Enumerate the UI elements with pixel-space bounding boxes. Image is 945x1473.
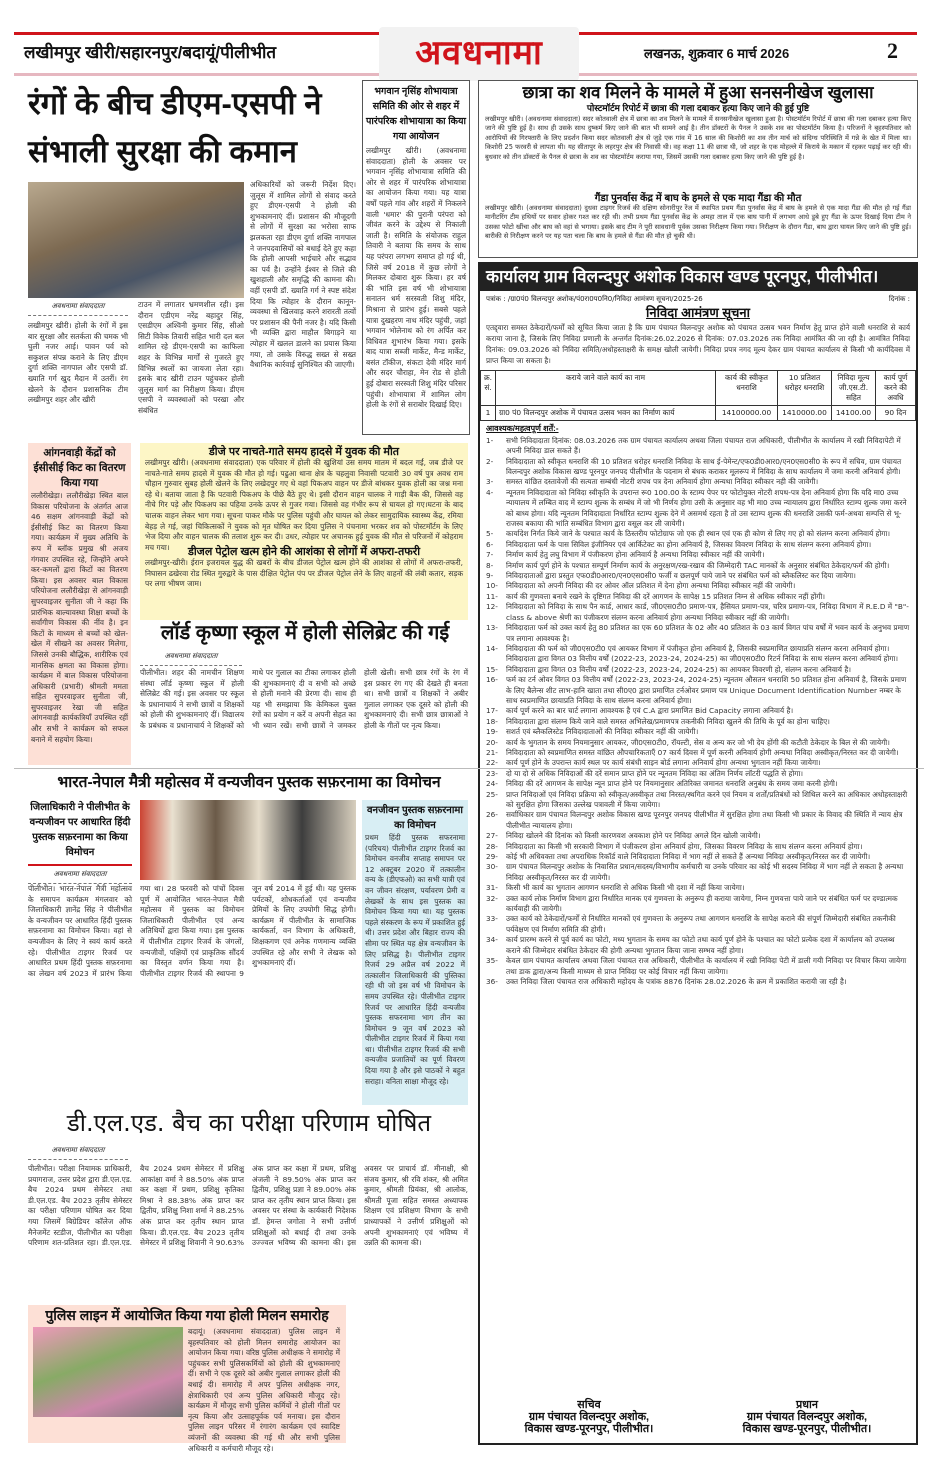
condition-item: 27- निविदा खोलने की दिनांक को किसी कारणवश अवकाश होने पर निविदा अगले दिन खोली जायेगी।: [486, 831, 761, 841]
condition-item: 33- उक्त कार्य को ठेकेदारों/फर्मों से निर्धारित मानकों एवं गुणवत्ता के अनुरूप तथा आगणन धनराशि के सापेक्ष कराने की संपूर्ण जिम्मेदारी संबंधित तकनीकी पर्यवेक्षण एवं निर्माण समिति की होगी।: [486, 914, 896, 934]
condition-item: 5- कार्यादेश निर्गत किये जाने के पश्चात कार्य के ठिस्तरीय फोटोग्राफ जो एक ही स्थान एवं एक ही कोण से लिए गए हो को संलग्न करना अनिवार्य होगा।: [486, 529, 891, 539]
condition-item: 32- उक्त कार्य लोक निर्माण विभाग द्वारा निर्धारित मानक एवं गुणवत्ता के अनुरूप ही कराया जायेगा, निम्न गुणवत्ता पाये जाने पर संबंधित फर्म पर दण्डात्मक कार्यवाही की जायेगी।: [486, 893, 898, 914]
condition-item: 29- कोई भी अधिवक्ता तथा अपराधिक रिकॉर्ड वाले निविदादाता निविदा में भाग नहीं ले सकते हैं अन्यथा निविदा अस्वीकृत/निरस्त कर दी जायेगी।: [486, 852, 871, 862]
condition-item: 6- निविदादाता फर्म के पास सिविल इंजीनियर एवं आर्किटेक्ट का होना अनिवार्य है, जिसका विवरण निविदा के साथ संलग्न करना अनिवार्य होगा।: [486, 539, 872, 549]
nepal-box-headline: वनजीवन पुस्तक सफ़रनामा का विमोचन: [366, 805, 463, 831]
condition-item: 19- सशर्त एवं ब्लैकलिस्टेड निविदादाताओं की निविदा स्वीकार नहीं की जायेगी।: [486, 727, 699, 737]
police-photo: [33, 1327, 183, 1417]
side-body: लखीमपुर खीरी। (अवधनामा संवाददाता) होली के अवसर पर भगवान नृसिंह शोभायात्रा समिति की ओर से शहर में पारंपरिक शोभायात्रा का आयोजन किया गया। यह यात्रा वर्षों पहले गांव और शहरों में निकलने वाली 'धमार' की पुरानी परंपरा को जीवंत करने के उद्देश्य से निकाली जाती है। समिति के संयोजक राहुल तिवारी ने बताया कि समय के साथ यह परंपरा लगभग समाप्त हो गई थी, जिसे वर्ष 2018 में कुछ लोगों ने मिलकर दोबारा शुरू किया। हर वर्ष की भांति इस वर्ष भी शोभायात्रा सनातन धर्म सरस्वती शिशु मंदिर, मिश्राना से प्रारंभ हुई। सबसे पहले यात्रा दुखहरण नाथ मंदिर पहुंची, जहां भगवान भोलेनाथ को रंग अर्पित कर विधिवत शुभारंभ किया गया। इसके बाद यात्रा सब्जी मार्केट, मैन्ड मार्केट, बसंत टॉकीज, संकटा देवी मंदिर मार्ग और सदर चौराहा, मेन रोड से होती हुई दोबारा सरस्वती शिशु मंदिर परिसर पहुंची। शोभायात्रा में शामिल लोग होली के रंगों से सराबोर दिखाई दिए।: [366, 146, 466, 410]
nepal-photo: [140, 800, 356, 880]
table-row: 1 ग्रा0 पं0 विलन्दपुर अशोक में पंचायत उत्सव भवन का निर्माण कार्य 14100000.00 1410000.00 14100.00 90 दिन: [481, 405, 916, 420]
anganwadi-box: [28, 443, 131, 765]
condition-item: 4- न्यूनतम निविदादाता को निविदा स्वीकृति के उपरान्त रू0 100.00 के स्टाम्प पेपर पर फोटोयुक्त नोटरी शपथ-पत्र देना अनिवार्य होगा कि यदि मा0 उच्च न्यायालय में लम्बित वाद में स्टाम्प शुल्क के सम्बंध में जो भी निर्णय होगा उसी के अनुसार वह भी मा0 उच्च न्यायालय द्वारा निर्धारित स्टाम्प शुल्क जमा करने को बाध्य होगा। यदि न्यूनतम निविदादाता निर्धारित स्टाम्प शुल्क देने में असमर्थ रहता है तो उस स्टाम्प शुल्क की धनराशि उसकी फर्म-अथवा सम्पत्ति से भू-राजस्व बकाया की भांति सम्बंधित विभाग द्वारा वसूल कर ली जायेगी।: [486, 487, 907, 529]
deled-body: पीलीभीत। परीक्षा नियामक प्राधिकारी, प्रयागराज, उत्तर प्रदेश द्वारा डी.एल.एड. बैच 2024 प्रथम सेमेस्टर तथा डी.एल.एड. बैच 2023 तृतीय सेमेस्टर का परीक्षा परिणाम घोषित कर दिया गया जिसमें बिग्रेडियर कॉलेज ऑफ मैनेजमेंट स्टडीज, पीलीभीत का परीक्षा परिणाम शत-प्रतिशत रहा। डी.एल.एड. बैच 2024 प्रथम सेमेस्टर में प्रशिक्षु आकांक्षा वर्मा ने 88.50% अंक प्राप्त कर कक्षा में प्रथम, प्रशिक्षु कृतिका मिश्रा ने 88.38% अंक प्राप्त कर द्वितीय, प्रशिक्षु निशा शर्मा ने 88.25% अंक प्राप्त कर तृतीय स्थान प्राप्त किया। डी.एल.एड. बैच 2023 तृतीय सेमेस्टर में प्रशिक्षु शिवानी ने 90.63% अंक प्राप्त कर कक्षा में प्रथम, प्रशिक्षु अंजली ने 89.50% अंक प्राप्त कर द्वितीय, प्रशिक्षु प्रज्ञा ने 89.00% अंक प्राप्त कर तृतीय स्थान प्राप्त किया। इस अवसर पर संस्था के कार्यकारी निदेशक डॉ. हेमन्त जगोता ने सभी उत्तीर्ण प्रशिक्षुओं को बधाई दी तथा उनके उज्ज्वल भविष्य की कामना की। इस अवसर पर प्राचार्य डॉ. मीनाक्षी, श्री संजय कुमार, श्री रवि शंकर, श्री अमित कुमार, श्रीमती प्रियंका, श्री आलोक, श्रीमती पूजा सहित समस्त अध्यापक शिक्षण एवं प्रशिक्षण विभाग के सभी प्राध्यापकों ने उत्तीर्ण प्रशिक्षुओं को अपनी शुभकामनाएं एवं भविष्य में उन्नति की कामना की।: [28, 1164, 468, 1248]
tender-table: [480, 370, 916, 421]
condition-item: 9- निविदादाताओं द्वारा प्रस्तुत एफ0डी0आर0/एन0एस0सी0 फर्जी व छलपूर्ण पाये जाने पर संबंधित फर्म को ब्लैकलिस्ट कर दिया जायेगा।: [486, 571, 856, 581]
tender-title: निविदा आमंत्रण सूचना: [646, 304, 750, 320]
diesel-body: लखीमपुर-खीरी। ईरान इजरायल युद्ध की खबरों के बीच डीजल पेट्रोल खत्म होने की आशंका से लोगों में अफरा-तफरी, निघासन ढखेरवा रोड स्थित गुरुद्वारे के पास दीक्षित पेट्रोल पंप पर डीजल पेट्रोल लेने के लिए वाहनों की लंबी कतार, सड़क पर लगा भीषण जाम।: [145, 558, 463, 589]
condition-item: 15- निविदादाता द्वारा विगत 03 वित्तीय वर्षों (2022-23, 2023-24, 2024-25) का आयकर विवरणी हो, संलग्न करना अनिवार्य है।: [486, 664, 851, 674]
condition-item: 8- निर्माण कार्य पूर्ण होने के पश्चात सम्पूर्ण निर्माण कार्य के अनुरक्षण/रख-रखाव की जिम्मेदारी TAC मानकों के अनुसार संबंधित ठेकेदार/फर्म की होगी।: [486, 560, 890, 570]
tender-notice: [478, 262, 918, 1445]
condition-item: 31- किसी भी कार्य का भुगतान आगणन धनराशि से अधिक किसी भी दशा में नहीं किया जायेगा।: [486, 883, 745, 893]
tender-office: कार्यालय ग्राम विलन्दपुर अशोक विकास खण्ड पूरनपुर, पीलीभीत।: [480, 264, 916, 291]
condition-item: 24- निविदा की दरें आगणन के सापेक्ष न्यून प्राप्त होने पर नियमानुसार अतिरिक्त जमानत धनराशि अनुबंध के समय जमा करनी होगी।: [486, 779, 838, 789]
condition-item: 36- उक्त निविदा जिला पंचायत राज अधिकारी महोदय के पत्रांक 8876 दिनांक 28.02.2026 के क्रम में प्रकाशित करायी जा रही है।: [486, 976, 847, 986]
col-header: 10 प्रतिशत धरोहर धनराशि: [778, 370, 832, 405]
tender-intro: एतद्द्वारा समस्त ठेकेदारों/फर्मों को सूचित किया जाता है कि ग्राम पंचायत विलन्दपुर अशोक को पंचायत उत्सव भवन निर्माण हेतु प्राप्त होने वाली धनराशि से कार्य कराया जाना है, जिसके लिए निविदा प्रणाली के अन्तर्गत दिनांक:26.02.2026 से दिनांक: 07.03.2026 तक निविदा आमंत्रित की जा रही है। आमंत्रित निविदा दिनांक: 09.03.2026 को निविदा समिति/अधोहस्ताक्षरी के समक्ष खोली जायेगी। निविदा प्रपत्र नगद मूल्य देकर ग्राम पंचायत कार्यालय से किसी भी कार्यदिवस में प्राप्त किया जा सकता है।: [486, 322, 910, 365]
anganwadi-body: ललौरीखेड़ा। ललौरीखेड़ा स्थित बाल विकास परियोजना के अंतर्गत आज 46 सक्षम आंगनवाड़ी केंद्रों को ईसीसीई किट का वितरण किया गया। कार्यक्रम में मुख्य अतिथि के रूप में ब्लॉक प्रमुख श्री अजय गंगवार उपस्थित रहे, जिन्होंने अपने कर-कमलों द्वारा किटों का वितरण किया। इस अवसर बाल विकास परियोजना ललौरीखेड़ा से आंगनवाड़ी सुपरवाइजर सुनीता जी ने कहा कि प्रारंभिक बाल्यावस्था शिक्षा बच्चों के सर्वांगीण विकास की नींव है। इन किटों के माध्यम से बच्चों को खेल-खेल में सीखने का अवसर मिलेगा, जिससे उनकी बौद्धिक, शारीरिक एवं मानसिक क्षमता का विकास होगा। कार्यक्रम में बाल विकास परियोजना अधिकारी (प्रभारी) श्रीमती ममता सहित सुपरवाइजर सुनीता जी, सुपरवाइजर रेखा जी सहित आंगनवाड़ी कार्यकत्रियाँ उपस्थित रहीं और सभी ने कार्यक्रम को सफल बनाने में सहयोग किया।: [31, 491, 128, 744]
tender-ref: पत्रांक : /ग्रा0पं0 विलन्दपुर अशोक/पं0रा0प0नि0/निविदा आमंत्रण सूचना/2025-26: [486, 294, 703, 303]
col-header: निविदा मूल्य जी.एस.टी. सहित: [832, 370, 876, 405]
condition-item: 17- कार्य पूर्ण करने का बार चार्ट लगाना आवश्यक है एवं C.A द्वारा प्रमाणित Bid Capacity लगाना अनिवार्य है।: [486, 706, 794, 716]
condition-item: 16- फर्म का टर्न ओवर विगत 03 वित्तीय वर्षों (2022-23, 2023-24, 2024-25) न्यूनतम औसतन धनराशि 50 प्रतिशत होना अनिवार्य है, जिसके प्रमाण के लिए बैलेन्स शीट लाभ-हानि खाता तथा सी0ए0 द्वारा प्रमाणित टर्नओवर प्रमाण पत्र Unique Document Identification Number नम्बर के साथ स्वप्रमाणित छायाप्रति निविदा के साथ संलग्न करना अनिवार्य होगा।: [486, 675, 907, 705]
police-headline: पुलिस लाइन में आयोजित किया गया होली मिलन समारोह: [45, 1307, 329, 1323]
lead-photo: [28, 182, 244, 298]
conditions-title: आवश्यक/महत्वपूर्ण शर्तें:-: [486, 423, 559, 433]
student-body: लखीमपुर खीरी। (अवधनामा संवाददाता) सदर कोतवाली क्षेत्र में छात्रा का शव मिलने के मामले में सनसनीखेज खुलासा हुआ है। पोस्टमॉर्टम रिपोर्ट में छात्रा की गला दबाकर हत्या किए जाने की पुष्टि हुई है। साथ ही उसके साथ दुष्कर्म किए जाने की बात भी सामने आई है। तीन डॉक्टरों के पैनल ने उसके शव का पोस्टमॉर्टम किया है। परिजनों ने बृहस्पतिवार को आरोपियों की गिरफ्तारी के लिए प्रदर्शन किया सदर कोतवाली क्षेत्र से जुड़े एक गांव में 16 साल की किशोरी का शव तीन मार्च को संदिग्ध परिस्थिति में गन्ने के खेत में मिला था। किशोरी 25 फरवरी से लापता थी। यह सीतापुर के लहरपुर क्षेत्र की निवासी थी। वह कक्षा 11 की छात्रा थी, जो शहर के एक मोहल्ले में किराये के मकान में रहकर पढ़ाई कर रही थी। बुधवार को तीन डॉक्टरों के पैनल से छात्रा के शव का पोस्टमॉर्टम कराया गया, जिसमें उसकी गला दबाकर हत्या किए जाने की पुष्टि हुई है।: [485, 114, 911, 161]
anganwadi-headline: आंगनवाड़ी केंद्रों को ईसीसीई किट का वितरण किया गया: [33, 447, 126, 489]
nepal-subhead: जिलाधिकारी ने पीलीभीत के वन्यजीवन पर आधारित हिंदी पुस्तक सफ़रनामा का किया विमोचन: [28, 800, 132, 866]
student-subhead: पोस्टमॉर्टम रिपोर्ट में छात्रा की गला दबाकर हत्या किए जाने की हुई पुष्टि: [586, 102, 810, 113]
rhino-body: लखीमपुर खीरी। (अवधनामा संवाददाता) दुधवा टाइगर रिजर्व की दक्षिण सोनारीपुर रेंज में स्थापित प्रथम गैंडा पुनर्वास केंद्र में बाघ के हमले से एक मादा गैंडा की मौत हो गई गैंडा मानीटरिंग टीम हथियों पर सवार होकर गश्त कर रही थी। तभी प्रथम गैंडा पुनर्वास केंद्र के अमहा ताल में एक बाघ पानी में लगभग आधे डूबे हुए गैंडा के ऊपर दिखाई दिया टीम ने उसका फोटो खींचा और बाघ को वहां से भगाया। इसके बाद टीम ने पूरी सावधानी पूर्वक उसका निरीक्षण किया गया। निरीक्षण के दौरान गैंडा, बाघ द्वारा घायल किए जाने की पुष्टि हुई। बारीकी से निरीक्षण करने पर यह पता चला कि बाघ के हमले से गैंडा की मौत हो चुकी थी।: [485, 203, 911, 241]
byline: अवधनामा संवाददाता: [28, 302, 128, 316]
col-header: क्र. सं.: [481, 370, 496, 405]
condition-item: 35- केवल ग्राम पंचायत कार्यालय अथवा जिला पंचायत राज अधिकारी, पीलीभीत के कार्यालय में रखी निविदा पेटी में डाली गयी निविदा पर विचार किया जायेगा तथा डाक द्वारा/अन्य किसी माध्यम से प्राप्त निविदा पर कोई विचार नहीं किया जायेगा।: [486, 956, 907, 976]
col-header: कार्य की स्वीकृत धनराशि: [716, 370, 778, 405]
krishna-body: पीलीभीत। शहर की नामचीन शिक्षण संस्था लॉर्ड कृष्णा स्कूल में होली सेलिब्रेट की गई। इस अवसर पर स्कूल के प्रधानाचार्य ने सभी छात्रों व शिक्षकों को होली की शुभकामनाएं दीं। विद्यालय के प्रबंधक व प्रधानाचार्य ने शिक्षकों को माथे पर गुलाल का टीका लगाकर होली की शुभकामनाएं दी व सभी को अच्छे से होली मनाने की प्रेरणा दी। साथ ही यह भी समझाया कि केमिकल युक्त रंगों का प्रयोग न करें व अपनी सेहत का भी ध्यान रखें। सभी छात्रों ने जमकर होली खेली। सभी छात्र रंगों के रंग में इस प्रकार रंग गए की देखते ही बनता था। सभी छात्रों व शिक्षकों ने अबीर गुलाल लगाकर एक दूसरे को होली की शुभकामनाएं दी। सभी छात्र छात्राओं ने होली के गीतों पर नृत्य किया।: [140, 668, 468, 730]
condition-item: 34- कार्य प्रारम्भ करने से पूर्व कार्य का फोटो, मध्य भुगतान के समय का फोटो तथा कार्य पूर्ण होने के पश्चात का फोटो प्रत्येक दशा में कार्यालय को उपलब्ध कराने की जिम्मेदार संबंधित ठेकेदार की होगी अन्यथा भुगतान किया जाना सम्भव नहीं होगा।: [486, 935, 895, 955]
condition-item: 12- निविदादाता को निविदा के साथ पैन कार्ड, आधार कार्ड, जी0एस0टी0 प्रमाण-पत्र, हैसियत प्रमाण-पत्र, चरित्र प्रमाण-पत्र, निविदा विभाग में R.E.D में "B"- class & above श्रेणी का पंजीकरण संलग्न करना अनिवार्य होगा अन्यथा निविदा स्वीकार नहीं की जायेगी।: [486, 602, 909, 622]
page-number: 2: [887, 38, 898, 63]
diesel-headline: डीजल पेट्रोल खत्म होने की आशंका से लोगों में अफरा-तफरी: [187, 546, 421, 559]
police-box: [28, 1305, 346, 1453]
condition-item: 11- कार्य की गुणवत्ता बनाये रखने के दृष्टिगत निविदा की दरें आगणन के सापेक्ष 15 प्रतिशत निम्न से अधिक स्वीकार नहीं होंगी।: [486, 591, 826, 601]
krishna-headline: लॉर्ड कृष्णा स्कूल में होली सेलिब्रेट की गई: [160, 622, 450, 644]
shobhayatra-box: [362, 80, 470, 435]
condition-item: 21- निविदादाता को स्वप्रमाणित समस्त वांछित औपचारिकताएँ 07 कार्य दिवस में पूर्ण करनी अनिवार्य होगी अन्यथा निविदा अस्वीकृत/निरस्त कर दी जायेगी।: [486, 747, 899, 757]
masthead: [14, 32, 917, 76]
condition-item: 30- ग्राम पंचायत विलन्दपुर अशोक के निवासित प्रधान/सदस्य/विभागीय कर्मचारी या उनके परिवार का कोई भी सदस्य निविदा में भाग नहीं ले सकता है अन्यथा निविदा अस्वीकृत/निरस्त कर दी जायेगी।: [486, 862, 904, 882]
conditions-list: [486, 436, 910, 1286]
condition-item: 23- दो या दो से अधिक निविदाओं की दरें समान प्राप्त होने पर न्यूनतम निविदा का अंतिम निर्णय लॉटरी पद्धति से होगा।: [486, 768, 804, 778]
condition-item: 2- निविदादाता को स्वीकृत धनराशि की 10 प्रतिशत धरोहर धनराशि निविदा के साथ ई-पेमेन्ट/एफ0डी0आर0/एन0एस0सी0 के रूप में सचिव, ग्राम पंचायत विलन्दपुर अशोक विकास खण्ड पूरनपुर जनपद पीलीभीत के पदनाम से बंधक कराकर मूलरूप में निविदा के साथ कार्यालय में जमा करनी अनिवार्य होगी।: [486, 456, 902, 476]
byline: अवधनामा संवाददाता: [28, 870, 132, 884]
logo: [379, 27, 579, 81]
byline: अवधनामा संवाददाता: [28, 1146, 128, 1160]
lead-headline: रंगों के बीच डीएम-एसपी ने संभाली सुरक्षा की कमान: [28, 86, 322, 169]
condition-item: 22- कार्य पूर्ण होने के उपरान्त कार्य स्थल पर कार्य संबंधी साइन बोर्ड लगाना अनिवार्य होगा अन्यथा भुगतान नहीं किया जायेगा।: [486, 758, 821, 768]
condition-item: 20- कार्य के भुगतान के समय नियमानुसार आयकर, जी0एस0टी0, रॉयल्टी, सेस व अन्य कर जो भी देय होंगी की कटौती ठेकेदार के बिल से की जायेगी।: [486, 737, 890, 747]
tender-date-label: दिनांक :: [888, 294, 910, 303]
police-body: बदायूं। (अवधनामा संवाददाता) पुलिस लाइन में बृहस्पतिवार को होली मिलन समारोह आयोजन का आयोजन किया गया। वरिष्ठ पुलिस अधीक्षक ने समारोह में पहुंचकर सभी पुलिसकर्मियों को होली की शुभकामनाएं दीं। सभी ने एक दूसरे को अबीर गुलाल लगाकर होली की बधाई दी। समारोह में अपर पुलिस अधीक्षक नगर, क्षेत्राधिकारी एवं अन्य पुलिस अधिकारी मौजूद रहे। कार्यक्रम में मौजूद सभी पुलिस कर्मियों ने होली गीतों पर नृत्य किया और उत्साहपूर्वक पर्व मनाया। इस दौरान पुलिस लाइन परिसर में रंगारंग कार्यक्रम एवं स्वादिष्ट व्यंजनों की व्यवस्था की गई थी और सभी पुलिस अधिकारी व कर्मचारी मौजूद रहे।: [188, 1327, 340, 1453]
dj-body: लखीमपुर खीरी। (अवधनामा संवाददाता) एक परिवार में होली की खुशियां उस समय मातम में बदल गईं, जब डीजे पर नाचते-गाते समय हादसे में युवक की मौत हो गई। पढुआ थाना क्षेत्र के चहलुवा निवासी पटवारी 30 वर्ष पुत्र अवध राम चौहान गुरुवार सुबह होली खेलने के लिए लखेदपुर गए थे वहां पिकअप वाहन पर डीजे बांधकर युवक होली का जश्न मना रहे थे। बताया जाता है कि पटवारी पिकअप के पीछे बैठे हुए थे। इसी दौरान वाहन चालक ने गाड़ी बैक की, जिससे वह नीचे गिर पड़े और पिकअप का पहिया उनके ऊपर से गुजर गया। जिससे वह गंभीर रूप से घायल हो गए।घटना के बाद चालक वाहन लेकर भाग गया। सूचना पाकर मौके पर पुलिस पहुंची और घायल को लेकर सामुदायिक स्वास्थ्य केंद्र, रमिया बेहड़ ले गई, जहां चिकित्सकों ने युवक को मृत घोषित कर दिया पुलिस ने पंचनामा भरकर शव को पोस्टमॉर्टम के लिए भेज दिया और वाहन चालक की तलाश शुरू कर दी। उधर, त्योहार पर अचानक हुई युवक की मौत से परिजनों में कोहराम मच गया।: [145, 458, 463, 552]
condition-item: 10- निविदादाता को अपनी निविदा की दर ओवर ऑल प्रतिशत में देना होगा अन्यथा निविदा स्वीकार नहीं की जायेगी।: [486, 581, 796, 591]
nepal-body: पीलीभीत। भारत-नेपाल मैत्री महोत्सव के समापन कार्यक्रम मंगलवार को जिलाधिकारी ज्ञानेंद्र सिंह ने पीलीभीत के वन्यजीवन पर आधारित हिंदी पुस्तक सफ़रनामा का विमोचन किया। वहां से वन्यजीवन के लिए ने स्वयं कार्य करते रहे। पीलीभीत टाइगर रिजर्व पर आधारित प्रथम हिंदी पुस्तक सफ़रनामा का लेखन वर्ष 2023 में प्रारंभ किया गया था। 28 फरवरी को पांचों दिवस पूर्ण में आयोजित भारत-नेपाल मैत्री महोत्सव में पुस्तक का विमोचन जिलाधिकारी पीलीभीत एवं अन्य अतिथियों द्वारा किया गया। इस पुस्तक में पीलीभीत टाइगर रिजर्व के जंगलों, वन्यजीवों, पक्षियों एवं प्राकृतिक सौंदर्य का विस्तृत वर्णन किया गया है। पीलीभीत टाइगर रिजर्व की स्थापना 9 जून वर्ष 2014 में हुई थी। यह पुस्तक पर्यटकों, शोधकर्ताओं एवं वन्यजीव प्रेमियों के लिए उपयोगी सिद्ध होगी। कार्यक्रम में पीलीभीत के सामाजिक कार्यकर्ता, वन विभाग के अधिकारी, शिक्षकगण एवं अनेक गणमान्य व्यक्ति उपस्थित रहे और सभी ने लेखक को शुभकामनाएं दीं।: [28, 884, 356, 978]
col-header: कार्य पूर्ण करने की अवधि: [876, 370, 916, 405]
condition-item: 3- समस्त वांछित दस्तावेजों की सत्यता सम्बंधी नोटरी शपथ पत्र देना अनिवार्य होगा अन्यथा निविदा स्वीकार नही की जावेगी।: [486, 477, 819, 487]
condition-item: 18- निविदादाता द्वारा संलग्न किये जाने वाले समस्त अभिलेख/प्रमाणपत्र तकनीकी निविदा खुलने की तिथि के पूर्व का होना चाहिए।: [486, 716, 830, 726]
dj-headline: डीजे पर नाचते-गाते समय हादसे में युवक की मौत: [208, 446, 400, 458]
condition-item: 28- निविदादाता का किसी भी सरकारी विभाग में पंजीकरण होना अनिवार्य होगा, जिसका विवरण निविदा के साथ संलग्न करना अनिवार्य होगा।: [486, 841, 863, 851]
condition-item: 7- निर्माण कार्य हेतु लघु विभाग में पंजीकरण होना अनिवार्य है अन्यथा निविदा स्वीकार नहीं की जायेगी।: [486, 550, 765, 560]
dateline: लखनऊ, शुक्रवार 6 मार्च 2026: [644, 46, 790, 61]
condition-item: 14- निविदादाता की फर्म को जी0एस0टी0 एवं आयकर विभाग में पंजीकृत होना अनिवार्य है, जिसकी स्वप्रमाणित छायाप्रति संलग्न करना अनिवार्य होगा। निविदादाता द्वारा विगत 03 वित्तीय वर्षों (2022-23, 2023-24, 2024-25) का जी0एस0टी0 रिटर्न निविदा के साथ संलग्न करना अनिवार्य होगा।: [486, 643, 899, 664]
nepal-side-box: [362, 800, 468, 1105]
condition-item: 25- प्राप्त निविदाओं एवं निविदा प्रक्रिया को स्वीकृत/अस्वीकृत तथा निरस्त/स्थगित करने एवं नियम व शर्तों/प्रतिबंधों को शिथिल करने का अधिकार अधोहस्ताक्षरी को सुरक्षित होगा जिसका उल्लेख पत्रावली में किया जायेगा।: [486, 789, 908, 809]
nepal-headline: भारत-नेपाल मैत्री महोत्सव में वन्यजीवन पुस्तक सफ़रनामा का विमोचन: [57, 774, 441, 791]
student-article-box: [478, 80, 918, 258]
dj-box: [140, 443, 468, 620]
side-headline: भगवान नृसिंह शोभायात्रा समिति की ओर से शहर में पारंपरिक शोभायात्रा का किया गया आयोजन: [366, 86, 466, 142]
signature-pradhan: प्रधान ग्राम पंचायत विलन्दपुर अशोक, विकास खण्ड-पूरनपुर, पीलीभीत।: [742, 1398, 872, 1435]
lead-col1: लखीमपुर खीरी। होली के रंगों में इस बार सुरक्षा और सतर्कता की चमक भी घुली नजर आई। पावन पर्व को सकुशल संपन्न कराने के लिए डीएम दुर्गा शक्ति नागपाल और एसपी डॉ. ख्याति गर्ग खुद मैदान में उतरीं। रंग खेलने के दौरान प्रशासनिक टीम लखीमपुर शहर और खीरी: [28, 321, 128, 405]
lead-col3: अधिकारियों को जरूरी निर्देश दिए। जुलूस में शामिल लोगों से संवाद करते हुए डीएम-एसपी ने होली की शुभकामनाएं दीं। प्रशासन की मौजूदगी से लोगों में सुरक्षा का भरोसा साफ झलकता रहा डीएम दुर्गा शक्ति नागपाल ने जनपदवासियों को बधाई देते हुए कहा कि होली आपसी भाईचारे और सद्भाव का पर्व है। उन्होंने ईश्वर से जिले की खुशहाली और समृद्धि की कामना की। वहीं एसपी डॉ. ख्याति गर्ग ने स्पष्ट संदेश दिया कि त्योहार के दौरान कानून-व्यवस्था से खिलवाड़ करने शरारती तत्वों पर प्रशासन की पैनी नजर है। यदि किसी भी व्यक्ति द्वारा माहौल बिगाड़ने या त्योहार में खलल डालने का प्रयास किया गया, तो उसके विरुद्ध सख्त से सख्त वैधानिक कार्रवाई सुनिश्चित की जाएगी।: [250, 180, 356, 370]
signature-secretary: सचिव ग्राम पंचायत विलन्दपुर अशोक, विकास खण्ड-पूरनपुर, पीलीभीत।: [524, 1398, 654, 1435]
edition-list: लखीमपुर खीरी/सहारनपुर/बदायूं/पीलीभीत: [24, 43, 277, 62]
condition-item: 26- सर्वाधिकार ग्राम पंचायत विलन्दपुर अशोक विकास खण्ड पूरनपुर जनपद पीलीभीत में सुरक्षित होगा तथा किसी भी प्रकार के विवाद की स्थिति में न्याय क्षेत्र पीलीभीत न्यायालय होगा।: [486, 810, 903, 830]
nepal-box-body: प्रथम हिंदी पुस्तक सफरनामा (परिचय) पीलीभीत टाइगर रिजर्व का विमोचन वनजीव सप्ताह समापन पर 12 अक्टूबर 2020 में तत्कालीन वन्य के (डीएफओ) का सभी यात्री एवं वन जीवन संरक्षण, पर्यावरण प्रेमी व लेखकों के साथ इस पुस्तक का विमोचन किया गया था। यह पुस्तक पहले संस्करण के रूप में प्रकाशित हुई थी। उत्तर प्रदेश और बिहार राज्य की सीमा पर स्थित यह क्षेत्र वन्यजीवन के लिए प्रसिद्ध है। पीलीभीत टाइगर रिजर्व 29 अप्रैल वर्ष 2022 में तत्कालीन जिलाधिकारी की पुस्तिका रही थी जो इस वर्ष भी विमोचन के समय उपस्थित रहे। पीलीभीत टाइगर रिजर्व पर आधारित हिंदी वन्यजीव पुस्तक सफरनामा भाग तीन का विमोचन 9 जून वर्ष 2023 को पीलीभीत टाइगर रिजर्व में किया गया था। पीलीभीत टाइगर रिजर्व की सभी वन्यजीव प्रजातियों का पूर्ण विवरण दिया गया है और इसे पाठकों ने बहुत सराहा। वनिता साक्षा मौजूद रहे।: [365, 833, 465, 1086]
rhino-headline: गैंडा पुनर्वास केंद्र में बाघ के हमले से एक मादा गैंडा की मौत: [594, 192, 802, 204]
col-header: कराये जाने वाले कार्य का नाम: [496, 370, 716, 405]
byline: अवधनामा संवाददाता: [140, 652, 242, 666]
lead-col2: टाउन में लगातार भ्रमणशील रही। इस दौरान एडीएम नरेंद्र बहादुर सिंह, एसडीएम अश्विनी कुमार सिंह, सीओ सिटी विवेक तिवारी सहित भारी दल बल शामिल रहे डीएम-एसपी का काफिला शहर के विभिन्न मार्गों से गुजरते हुए विभिन्न स्थलों का जायजा लेता रहा। इसके बाद खीरी टाउन पहुंचकर होली जुलूस मार्ग का निरीक्षण किया। डीएम एसपी ने व्यवस्थाओं को परखा और संबंधित: [138, 300, 244, 415]
student-headline: छात्रा का शव मिलने के मामले में हुआ सनसनीखेज खुलासा: [522, 83, 874, 102]
condition-item: 1- सभी निविदादाता दिनांक: 08.03.2026 तक ग्राम पंचायत कार्यालय अथवा जिला पंचायत राज अधिकारी, पीलीभीत के कार्यालय में रखी निविदापेटी में अपनी निविदा डाल सकते हैं।: [486, 435, 901, 456]
deled-headline: डी.एल.एड. बैच का परीक्षा परिणाम घोषित: [66, 1109, 432, 1137]
logo-text: अवधनामा: [415, 34, 543, 72]
condition-item: 13- निविदादाता फर्म को उक्त कार्य हेतु 80 प्रतिशत का एक 60 प्रतिशत के 02 और 40 प्रतिशत के 03 कार्य विगत पांच वर्षों में भवन कार्य के अनुभव प्रमाण पत्र लगाना आवश्यक है।: [486, 623, 910, 643]
